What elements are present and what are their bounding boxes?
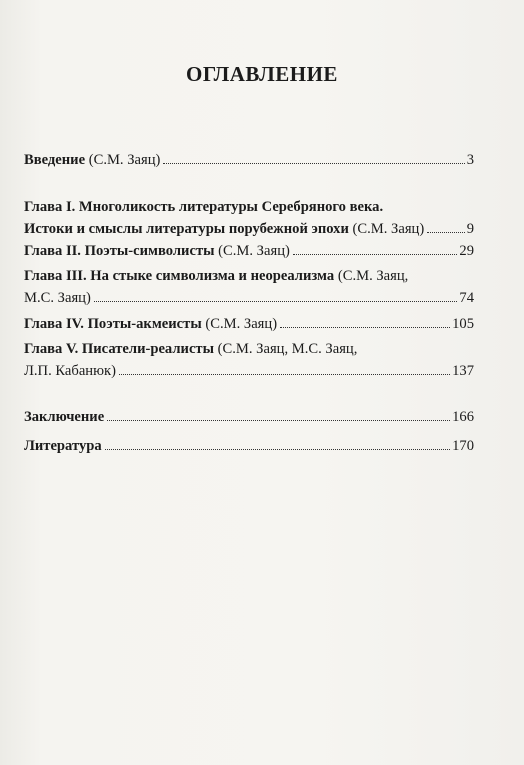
toc-entry-author: (С.М. Заяц): [88, 152, 161, 168]
toc-entry-chapter-3: [24, 265, 474, 309]
dot-leader: [280, 327, 450, 328]
toc-entry-chapter-2: [24, 240, 474, 262]
toc-entry-bibliography: [24, 435, 474, 457]
toc-entry-chapter-1: [24, 196, 474, 240]
toc-entry-introduction: [24, 149, 474, 171]
dot-leader: [427, 232, 464, 233]
toc-entry-heading: Глава III. На стыке символизма и неореализма: [24, 268, 335, 284]
toc-entry-heading: Заключение: [24, 409, 105, 425]
dot-leader: [105, 449, 450, 450]
toc-entry-author-cont: М.С. Заяц): [24, 290, 91, 306]
page-title: ОГЛАВЛЕНИЕ: [186, 62, 338, 86]
toc-entry-page: 74: [459, 290, 474, 306]
dot-leader: [293, 254, 458, 255]
toc-entry-page: 137: [452, 363, 474, 379]
dot-leader: [119, 374, 450, 375]
toc-entry-heading: Литература: [24, 438, 102, 454]
dot-leader: [94, 301, 458, 302]
toc-entry-author: (С.М. Заяц,: [337, 268, 409, 284]
toc-entry-page: 105: [452, 316, 474, 332]
toc-entry-heading: Глава I. Многоликость литературы Серебряного века.: [24, 199, 384, 215]
toc-entry-author: (С.М. Заяц, М.С. Заяц,: [217, 341, 358, 357]
toc-entry-author: (С.М. Заяц): [352, 221, 425, 237]
toc-entry-heading: Глава II. Поэты-символисты: [24, 243, 215, 259]
toc-entry-chapter-5: [24, 338, 474, 382]
toc-entry-page: 3: [466, 152, 474, 168]
toc-entry-heading: Глава IV. Поэты-акмеисты: [24, 316, 202, 332]
toc-entry-author: (С.М. Заяц): [218, 243, 290, 259]
toc-entry-author: (С.М. Заяц): [205, 316, 278, 332]
toc-entry-heading: Введение: [24, 152, 86, 168]
dot-leader: [107, 420, 450, 421]
toc-entry-page: 170: [452, 438, 474, 454]
dot-leader: [163, 163, 464, 164]
toc-entry-page: 9: [466, 221, 474, 237]
toc-entry-page: 166: [452, 409, 474, 425]
toc-entry-heading-cont: Истоки и смыслы литературы порубежной эпохи: [24, 221, 349, 237]
toc-entry-heading: Глава V. Писатели-реалисты: [24, 341, 214, 357]
toc-entry-conclusion: [24, 406, 474, 428]
toc-entry-chapter-4: [24, 313, 474, 335]
toc-entry-page: 29: [459, 243, 474, 259]
toc-entry-author-cont: Л.П. Кабанюк): [24, 363, 116, 379]
